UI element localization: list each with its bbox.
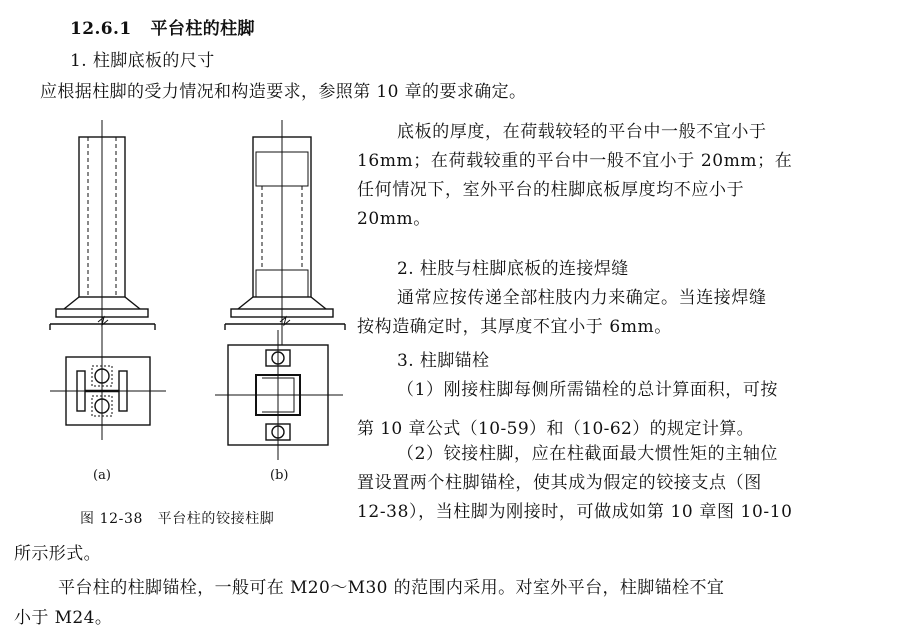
final-paragraph-line: 平台柱的柱脚锚栓，一般可在 M20～M30 的范围内采用。对室外平台，柱脚锚栓不宜: [58, 578, 725, 598]
paragraph-line: 20mm。: [357, 209, 431, 229]
section-number: 12.6.1: [70, 19, 132, 39]
paragraph-line: 通常应按传递全部柱肢内力来确定。当连接焊缝: [397, 288, 767, 308]
paragraph-line: 任何情况下，室外平台的柱脚底板厚度均不应小于: [357, 180, 745, 200]
subsection-2-title: 2. 柱肢与柱脚底板的连接焊缝: [397, 259, 629, 279]
paragraph-line: 16mm；在荷载较重的平台中一般不宜小于 20mm；在: [357, 151, 793, 171]
paragraph-line: 第 10 章公式（10-59）和（10-62）的规定计算。: [357, 419, 755, 439]
column-elevation-a: [50, 120, 155, 345]
column-elevation-b: [225, 120, 345, 345]
figure-caption: 图 12-38 平台柱的铰接柱脚: [80, 511, 275, 527]
paragraph-line: 所示形式。: [14, 544, 101, 564]
paragraph-line: 底板的厚度，在荷载较轻的平台中一般不宜小于: [397, 122, 767, 142]
paragraph-line: 12-38），当柱脚为刚接时，可做成如第 10 章图 10-10: [357, 502, 793, 522]
figure-label-b: (b): [270, 468, 289, 483]
paragraph-line: 按构造确定时，其厚度不宜小于 6mm。: [357, 317, 672, 337]
section-title: 平台柱的柱脚: [150, 19, 255, 39]
column-plan-a: [50, 343, 166, 440]
subsection-3-title: 3. 柱脚锚栓: [397, 351, 490, 371]
figure-label-a: (a): [93, 468, 111, 483]
subsection-1-text: 应根据柱脚的受力情况和构造要求，参照第 10 章的要求确定。: [40, 82, 527, 102]
subsection-1-title: 1. 柱脚底板的尺寸: [70, 51, 215, 71]
column-plan-b: [215, 330, 343, 460]
paragraph-line: （1）刚接柱脚每侧所需锚栓的总计算面积，可按: [397, 380, 779, 400]
paragraph-line: （2）铰接柱脚，应在柱截面最大惯性矩的主轴位: [397, 444, 779, 464]
paragraph-line: 置设置两个柱脚锚栓，使其成为假定的铰接支点（图: [357, 473, 762, 493]
final-paragraph-line: 小于 M24。: [14, 608, 113, 628]
